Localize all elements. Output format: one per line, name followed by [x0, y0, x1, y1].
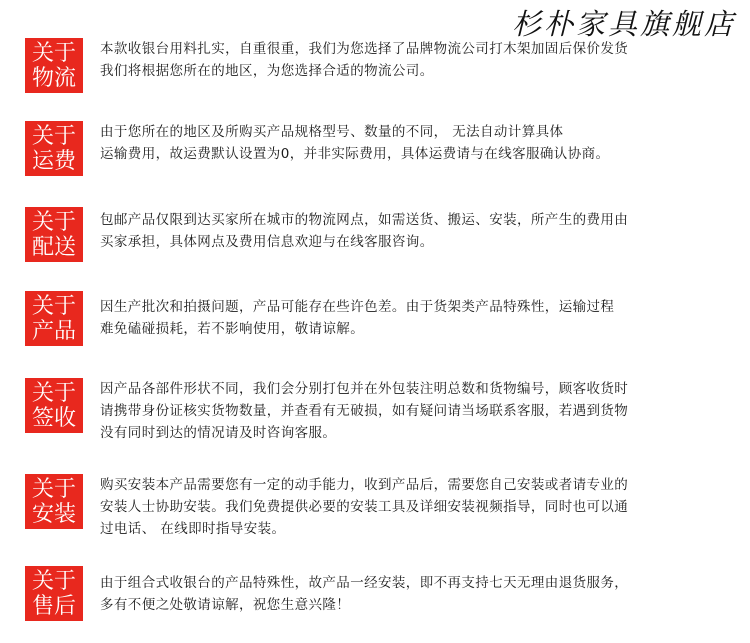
section-text: [100, 121, 715, 165]
badge-bottom-text: 物流: [31, 65, 76, 91]
store-name-logo: 杉朴家具旗舰店: [511, 7, 736, 41]
text-line: 因产品各部件形状不同，我们会分别打包并在外包装注明总数和货物编号，顾客收货时: [100, 381, 629, 397]
badge-bottom-text: 安装: [31, 501, 76, 527]
section-text: [100, 209, 715, 253]
text-line: 由于组合式收银台的产品特殊性，故产品一经安装，即不再支持七天无理由退货服务，: [100, 575, 629, 591]
text-line: 请携带身份证核实货物数量，并查看有无破损，如有疑问请当场联系客服，若遇到货物: [100, 403, 629, 419]
badge-bottom-text: 售后: [31, 593, 76, 619]
section-badge: [25, 38, 83, 93]
badge-top-text: 关于: [31, 380, 76, 406]
badge-top-text: 关于: [31, 123, 76, 149]
section-badge: [25, 207, 83, 262]
badge-bottom-text: 配送: [31, 234, 76, 260]
badge-top-text: 关于: [31, 40, 76, 66]
badge-top-text: 关于: [31, 476, 76, 502]
section-text: [100, 378, 715, 444]
text-line: 难免磕碰损耗，若不影响使用，敬请谅解。: [100, 321, 365, 337]
text-line: 购买安装本产品需要您有一定的动手能力，收到产品后，需要您自己安装或者请专业的: [100, 477, 629, 493]
text-line: 本款收银台用料扎实，自重很重，我们为您选择了品牌物流公司打木架加固后保价发货: [100, 41, 629, 57]
section-badge: [25, 121, 83, 176]
badge-bottom-text: 签收: [31, 405, 76, 431]
text-line: 我们将根据您所在的地区，为您选择合适的物流公司。: [100, 63, 434, 79]
section-text: [100, 38, 715, 82]
badge-top-text: 关于: [31, 209, 76, 235]
badge-bottom-text: 产品: [31, 318, 76, 344]
text-line: 多有不便之处敬请谅解，祝您生意兴隆！: [100, 597, 351, 613]
section-badge: [25, 291, 83, 346]
text-line: 因生产批次和拍摄问题，产品可能存在些许色差。由于货架类产品特殊性，运输过程: [100, 299, 615, 315]
text-line: 运输费用，故运费默认设置为0，并非实际费用，具体运费请与在线客服确认协商。: [100, 146, 610, 162]
section-badge: [25, 566, 83, 621]
text-line: 安装人士协助安装。我们免费提供必要的安装工具及详细安装视频指导，同时也可以通: [100, 499, 629, 515]
text-line: 过电话、 在线即时指导安装。: [100, 521, 286, 537]
section-text: [100, 296, 715, 340]
section-badge: [25, 474, 83, 529]
section-text: [100, 474, 715, 540]
badge-bottom-text: 运费: [31, 148, 76, 174]
badge-top-text: 关于: [31, 293, 76, 319]
text-line: 没有同时到达的情况请及时咨询客服。: [100, 425, 337, 441]
badge-top-text: 关于: [31, 568, 76, 594]
text-line: 买家承担，具体网点及费用信息欢迎与在线客服咨询。: [100, 234, 434, 250]
section-text: [100, 572, 715, 616]
section-badge: [25, 378, 83, 433]
text-line: 由于您所在的地区及所购买产品规格型号、数量的不同， 无法自动计算具体: [100, 124, 564, 140]
text-line: 包邮产品仅限到达买家所在城市的物流网点，如需送货、搬运、安装，所产生的费用由: [100, 212, 629, 228]
